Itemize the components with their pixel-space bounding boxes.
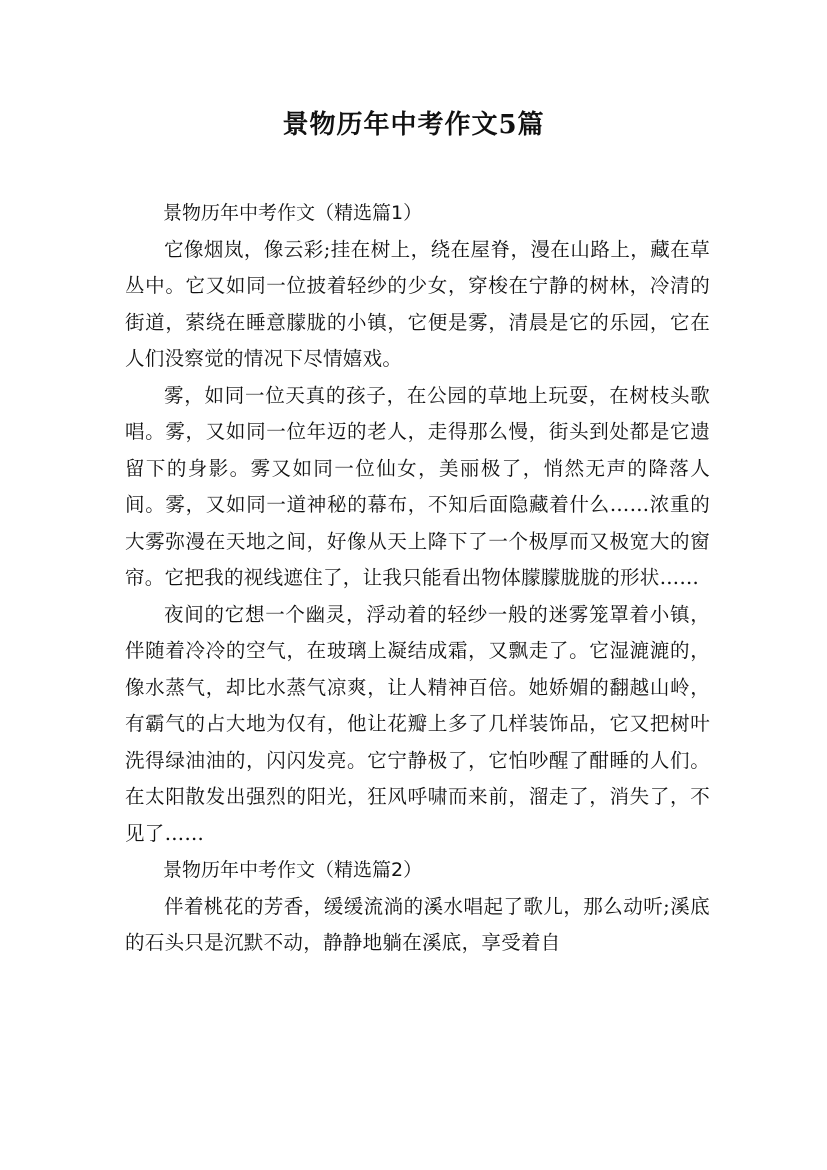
paragraph: 它像烟岚，像云彩;挂在树上，绕在屋脊，漫在山路上，藏在草丛中。它又如同一位披着轻纱的少女，穿梭在宁静的树林，冷清的街道，萦绕在睡意朦胧的小镇，它便是雾，清晨是它的乐园，它在人们没察觉的情况下尽情嬉戏。 [125,237,710,370]
document-body [125,195,710,962]
paragraph: 伴着桃花的芳香，缓缓流淌的溪水唱起了歌儿，那么动听;溪底的石头只是沉默不动，静静地躺在溪底，享受着自 [125,894,710,954]
paragraph: 雾，如同一位天真的孩子，在公园的草地上玩耍，在树枝头歌唱。雾，又如同一位年迈的老人，走得那么慢，街头到处都是它遗留下的身影。雾又如同一位仙女，美丽极了，悄然无声的降落人间。雾，又如同一道神秘的幕布，不知后面隐藏着什么……浓重的大雾弥漫在天地之间，好像从天上降下了一个极厚而又极宽大的窗帘。它把我的视线遮住了，让我只能看出物体朦朦胧胧的形状…… [125,383,710,589]
document-title: 景物历年中考作文5篇 [282,110,545,140]
section-heading: 景物历年中考作文（精选篇1） [163,202,423,224]
paragraph: 夜间的它想一个幽灵，浮动着的轻纱一般的迷雾笼罩着小镇，伴随着冷冷的空气，在玻璃上凝结成霜，又飘走了。它湿漉漉的，像水蒸气，却比水蒸气凉爽，让人精神百倍。她娇媚的翻越山岭，有霸气的占大地为仅有，他让花瓣上多了几样装饰品，它又把树叶洗得绿油油的，闪闪发亮。它宁静极了，它怕吵醒了酣睡的人们。在太阳散发出强烈的阳光，狂风呼啸而来前，溜走了，消失了，不见了…… [125,602,710,845]
section-heading: 景物历年中考作文（精选篇2） [163,859,423,881]
